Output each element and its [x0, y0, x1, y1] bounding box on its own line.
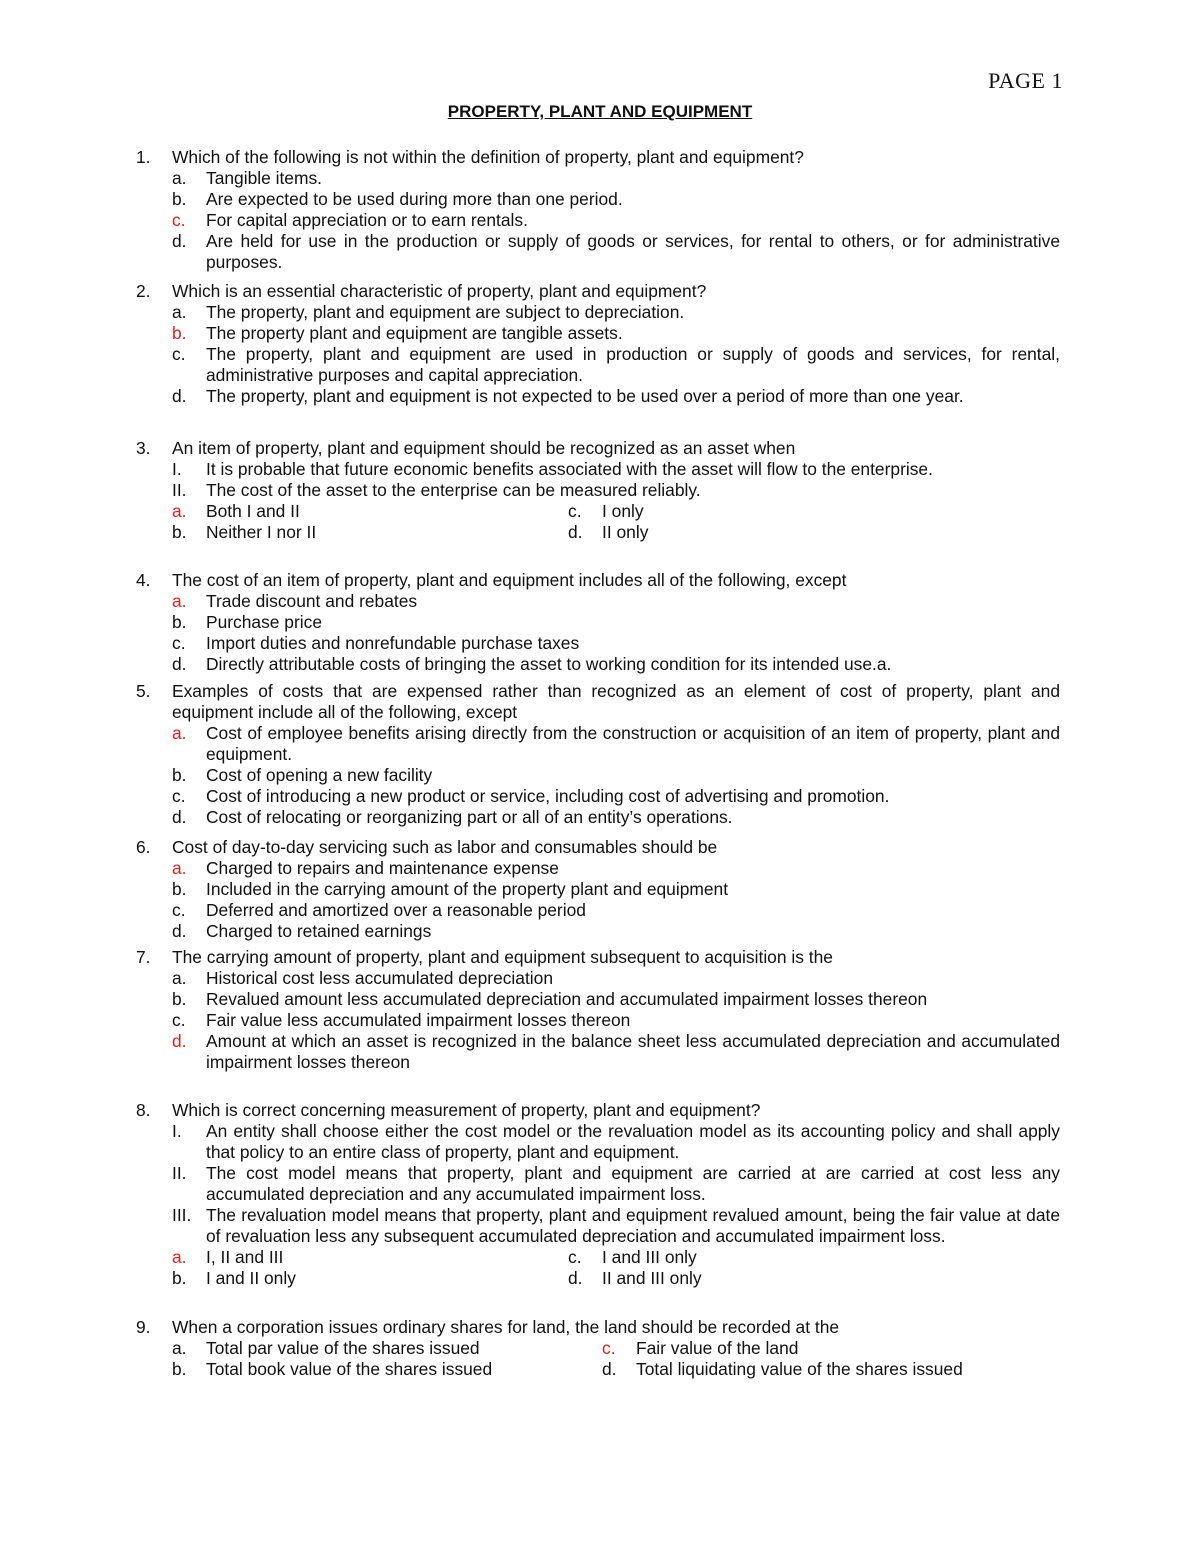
option-d: d. II only: [568, 522, 649, 542]
option-c-answer: c. Fair value of the land: [602, 1338, 799, 1358]
question-2: [136, 281, 1060, 407]
statement-iii: III. The revaluation model means that property, plant and equipment revalued amount, being the fair value at date of revaluation less any subsequent accumulated depreciation and accumulated impairment loss.: [172, 1205, 1060, 1246]
question-text: Which of the following is not within the definition of property, plant and equipment?: [172, 147, 804, 167]
question-number: 9.: [136, 1317, 151, 1337]
option-a-answer: a. I, II and III: [172, 1247, 284, 1267]
option-b: b. Cost of opening a new facility: [172, 765, 433, 785]
option-b-answer: b. The property plant and equipment are tangible assets.: [172, 323, 623, 343]
option-d: d. Total liquidating value of the shares issued: [602, 1359, 963, 1379]
option-b: b. Total book value of the shares issued: [172, 1359, 493, 1379]
question-7: [136, 947, 1060, 1073]
option-a: a. Tangible items.: [172, 168, 322, 188]
question-text: When a corporation issues ordinary shares for land, the land should be recorded at the: [172, 1317, 840, 1337]
statement-i: I. An entity shall choose either the cost model or the revaluation model as its accounting policy and shall apply that policy to an entire class of property, plant and equipment.: [172, 1121, 1060, 1162]
question-4: [136, 570, 1060, 675]
option-b: b. Included in the carrying amount of the property plant and equipment: [172, 879, 729, 899]
question-number: 6.: [136, 837, 151, 857]
question-1: [136, 147, 1060, 273]
statement-ii: II. The cost of the asset to the enterprise can be measured reliably.: [172, 480, 701, 500]
option-c: c. Cost of introducing a new product or service, including cost of advertising and promotion.: [172, 786, 890, 806]
option-d: d. Are held for use in the production or supply of goods or services, for rental to others, or for administrative purposes.: [172, 231, 1060, 272]
option-c: c. Fair value less accumulated impairment losses thereon: [172, 1010, 631, 1030]
option-b: b. Purchase price: [172, 612, 322, 632]
option-d: d. The property, plant and equipment is not expected to be used over a period of more than one year.: [172, 386, 964, 406]
option-c: c. I only: [568, 501, 644, 521]
option-d: d. Charged to retained earnings: [172, 921, 432, 941]
option-d: d. Directly attributable costs of bringing the asset to working condition for its intended use.a.: [172, 654, 892, 674]
question-number: 2.: [136, 281, 151, 301]
option-c: c. I and III only: [568, 1247, 697, 1267]
question-text: Cost of day-to-day servicing such as labor and consumables should be: [172, 837, 718, 857]
option-d-answer: d. Amount at which an asset is recognized in the balance sheet less accumulated depreciation and accumulated impairment losses thereon: [172, 1031, 1060, 1072]
question-3: [136, 438, 1060, 543]
question-9: [136, 1317, 1060, 1380]
option-a-answer: a. Charged to repairs and maintenance expense: [172, 858, 559, 878]
question-text: The carrying amount of property, plant and equipment subsequent to acquisition is the: [172, 947, 833, 967]
option-c: c. The property, plant and equipment are used in production or supply of goods and services, for rental, administrative purposes and capital appreciation.: [172, 344, 1060, 385]
option-a: a. Total par value of the shares issued: [172, 1338, 480, 1358]
question-5: [136, 681, 1060, 828]
question-text: Which is correct concerning measurement of property, plant and equipment?: [172, 1100, 761, 1120]
question-text: An item of property, plant and equipment should be recognized as an asset when: [172, 438, 796, 458]
option-c: c. Import duties and nonrefundable purchase taxes: [172, 633, 580, 653]
option-a: a. The property, plant and equipment are subject to depreciation.: [172, 302, 685, 322]
question-6: [136, 837, 1060, 942]
question-number: 4.: [136, 570, 151, 590]
question-number: 8.: [136, 1100, 151, 1120]
option-a-answer: a. Both I and II: [172, 501, 300, 521]
question-number: 5.: [136, 681, 151, 701]
option-d: d. II and III only: [568, 1268, 702, 1288]
question-8: [136, 1100, 1060, 1289]
statement-i: I. It is probable that future economic benefits associated with the asset will flow to the enterprise.: [172, 459, 933, 479]
question-number: 3.: [136, 438, 151, 458]
option-c: c. Deferred and amortized over a reasonable period: [172, 900, 586, 920]
question-number: 1.: [136, 147, 151, 167]
statement-ii: II. The cost model means that property, plant and equipment are carried at are carried at cost less any accumulated depreciation and any accumulated impairment loss.: [172, 1163, 1060, 1204]
option-b: b. Revalued amount less accumulated depreciation and accumulated impairment losses thereon: [172, 989, 928, 1009]
option-a: a. Historical cost less accumulated depreciation: [172, 968, 554, 988]
option-b: b. Are expected to be used during more than one period.: [172, 189, 623, 209]
option-a-answer: a. Cost of employee benefits arising directly from the construction or acquisition of an item of property, plant and equipment.: [172, 723, 1060, 764]
option-a-answer: a. Trade discount and rebates: [172, 591, 418, 611]
option-b: b. Neither I nor II: [172, 522, 317, 542]
question-number: 7.: [136, 947, 151, 967]
question-text: The cost of an item of property, plant and equipment includes all of the following, except: [172, 570, 847, 590]
question-text: Examples of costs that are expensed rather than recognized as an element of cost of property, plant and equipment include all of the following, except: [172, 681, 1060, 722]
page-number: PAGE 1: [988, 68, 1063, 93]
question-text: Which is an essential characteristic of property, plant and equipment?: [172, 281, 707, 301]
document-title: PROPERTY, PLANT AND EQUIPMENT: [447, 102, 753, 121]
option-d: d. Cost of relocating or reorganizing part or all of an entity’s operations.: [172, 807, 733, 827]
option-b: b. I and II only: [172, 1268, 296, 1288]
option-c-answer: c. For capital appreciation or to earn rentals.: [172, 210, 528, 230]
